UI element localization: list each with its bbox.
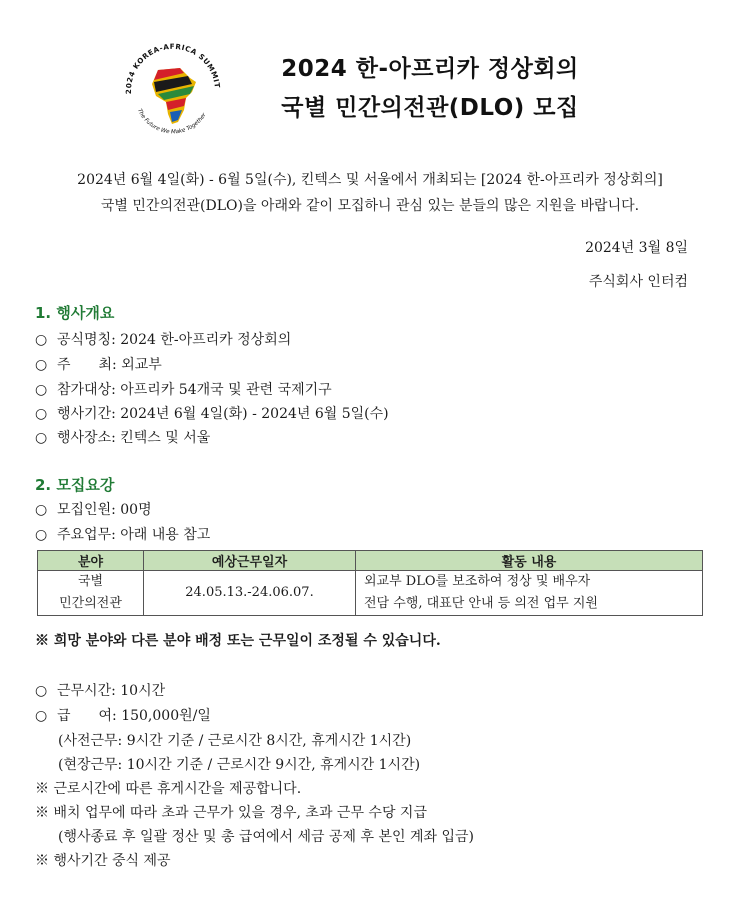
announcement-date: 2024년 3월 8일 <box>585 240 688 256</box>
intro-paragraph <box>30 167 710 219</box>
list-item: ○ 참가대상: 아프리카 54개국 및 관련 국제기구 <box>35 382 332 398</box>
section1-heading: 1. 행사개요 <box>35 304 115 322</box>
recruitment-table <box>37 550 703 616</box>
africa-shape-icon <box>152 68 196 124</box>
table-header: 활동 내용 <box>356 551 703 571</box>
page-title-line1: 2024 한-아프리카 정상회의 <box>281 56 579 82</box>
dates-cell: 24.05.13.-24.06.07. <box>144 571 356 616</box>
list-item: ○ 주 최: 외교부 <box>35 357 162 373</box>
note-item: ※ 행사기간 중식 제공 <box>35 853 171 869</box>
intro-line1: 2024년 6월 4일(화) - 6월 5일(수), 킨텍스 및 서울에서 개최되는 [2024 한-아프리카 정상회의] <box>77 172 663 188</box>
activity-cell: 외교부 DLO를 보조하여 정상 및 배우자 전담 수행, 대표단 안내 등 의전 업무 지원 <box>356 571 703 616</box>
pay-detail: (현장근무: 10시간 기준 / 근로시간 9시간, 휴게시간 1시간) <box>58 757 421 773</box>
pay-detail: (사전근무: 9시간 기준 / 근로시간 8시간, 휴게시간 1시간) <box>58 733 412 749</box>
table-header: 분야 <box>38 551 144 571</box>
note-item: ※ 배치 업무에 따라 초과 근무가 있을 경우, 초과 근무 수당 지급 <box>35 805 427 821</box>
list-item: ○ 모집인원: 00명 <box>35 502 152 518</box>
field-cell: 국별 민간의전관 <box>38 571 144 616</box>
intro-line2: 국별 민간의전관(DLO)을 아래와 같이 모집하니 관심 있는 분들의 많은 지원을 바랍니다. <box>100 198 640 214</box>
table-header: 예상근무일자 <box>144 551 356 571</box>
assignment-note: ※ 희망 분야와 다른 분야 배정 또는 근무일이 조정될 수 있습니다. <box>35 633 441 649</box>
list-item: ○ 근무시간: 10시간 <box>35 683 166 699</box>
summit-logo <box>118 40 228 150</box>
organization-name: 주식회사 인터컴 <box>588 274 688 290</box>
logo-text: 2024 KOREA-AFRICA SUMMIT <box>123 41 222 95</box>
logo-tagline: The Future We Make Together <box>136 108 208 136</box>
table-row <box>38 571 703 616</box>
list-item: ○ 공식명칭: 2024 한-아프리카 정상회의 <box>35 332 292 348</box>
list-item: ○ 행사기간: 2024년 6월 4일(화) - 2024년 6월 5일(수) <box>35 406 389 422</box>
note-item: (행사종료 후 일괄 정산 및 총 급여에서 세금 공제 후 본인 계좌 입금) <box>58 829 474 845</box>
list-item: ○ 급 여: 150,000원/일 <box>35 708 211 724</box>
list-item: ○ 행사장소: 킨텍스 및 서울 <box>35 430 211 446</box>
note-item: ※ 근로시간에 따른 휴게시간을 제공합니다. <box>35 781 302 797</box>
list-item: ○ 주요업무: 아래 내용 참고 <box>35 527 211 543</box>
section2-heading: 2. 모집요강 <box>35 476 115 494</box>
page-title-line2: 국별 민간의전관(DLO) 모집 <box>281 95 579 121</box>
